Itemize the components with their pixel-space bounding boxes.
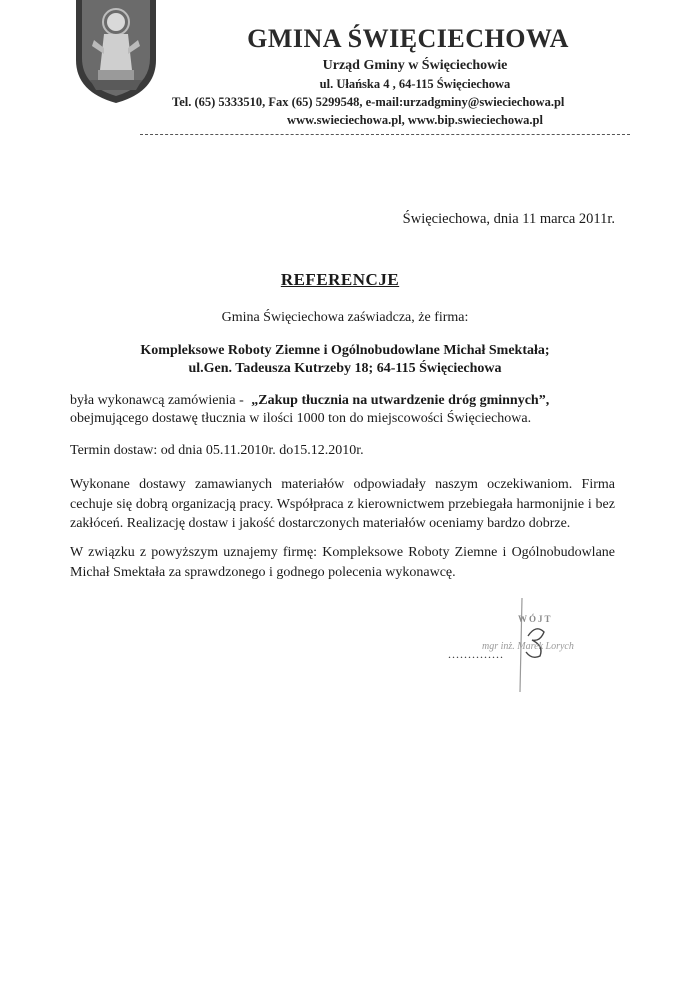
office-websites: www.swieciechowa.pl, www.bip.swieciechowa.pl <box>287 113 543 127</box>
contract-line <box>70 393 549 409</box>
delivery-term: Termin dostaw: od dnia 05.11.2010r. do15.12.2010r. <box>70 443 364 458</box>
signature-line: .............. <box>448 647 504 661</box>
contract-scope: obejmującego dostawę tłucznia w ilości 1000 ton do miejscowości Święciechowa. <box>70 411 532 426</box>
office-name: Urząd Gminy w Święciechowie <box>322 58 508 73</box>
office-contact: Tel. (65) 5333510, Fax (65) 5299548, e-mail:urzadgminy@swieciechowa.pl <box>172 95 565 109</box>
stamp-name: mgr inż. Marek Lorych <box>482 641 574 652</box>
stamp-title: WÓJT <box>518 614 553 624</box>
company-address: ul.Gen. Tadeusza Kutrzeby 18; 64-115 Święciechowa <box>188 361 502 376</box>
organization-name: GMINA ŚWIĘCIECHOWA <box>247 24 569 53</box>
letterhead-divider <box>140 134 630 135</box>
company-name: Kompleksowe Roboty Ziemne i Ogólnobudowlane Michał Smektała; <box>140 343 550 358</box>
intro-text: Gmina Święciechowa zaświadcza, że firma: <box>221 310 469 325</box>
contract-name: „Zakup tłucznia na utwardzenie dróg gminnych”, <box>251 393 550 408</box>
office-address: ul. Ułańska 4 , 64-115 Święciechowa <box>319 77 511 91</box>
contract-prefix: była wykonawcą zamówienia - <box>70 393 248 408</box>
letter-date: Święciechowa, dnia 11 marca 2011r. <box>402 211 615 227</box>
assessment-paragraph: Wykonane dostawy zamawianych materiałów odpowiadały naszym oczekiwaniom. Firma cechuje się dobrą organizacją pracy. Współpraca z kierownictwem przebiegała harmonijnie i bez zakłóceń. Realizację dostaw i jakość dostarczonych materiałów oceniamy bardzo dobrze. <box>70 477 615 531</box>
coat-of-arms-icon <box>70 0 162 104</box>
recommendation-paragraph: W związku z powyższym uznajemy firmę: Kompleksowe Roboty Ziemne i Ogólnobudowlane Michał Smektała za sprawdzonego i godnego polecenia wykonawcę. <box>70 545 615 580</box>
letter-title: REFERENCJE <box>280 270 400 289</box>
